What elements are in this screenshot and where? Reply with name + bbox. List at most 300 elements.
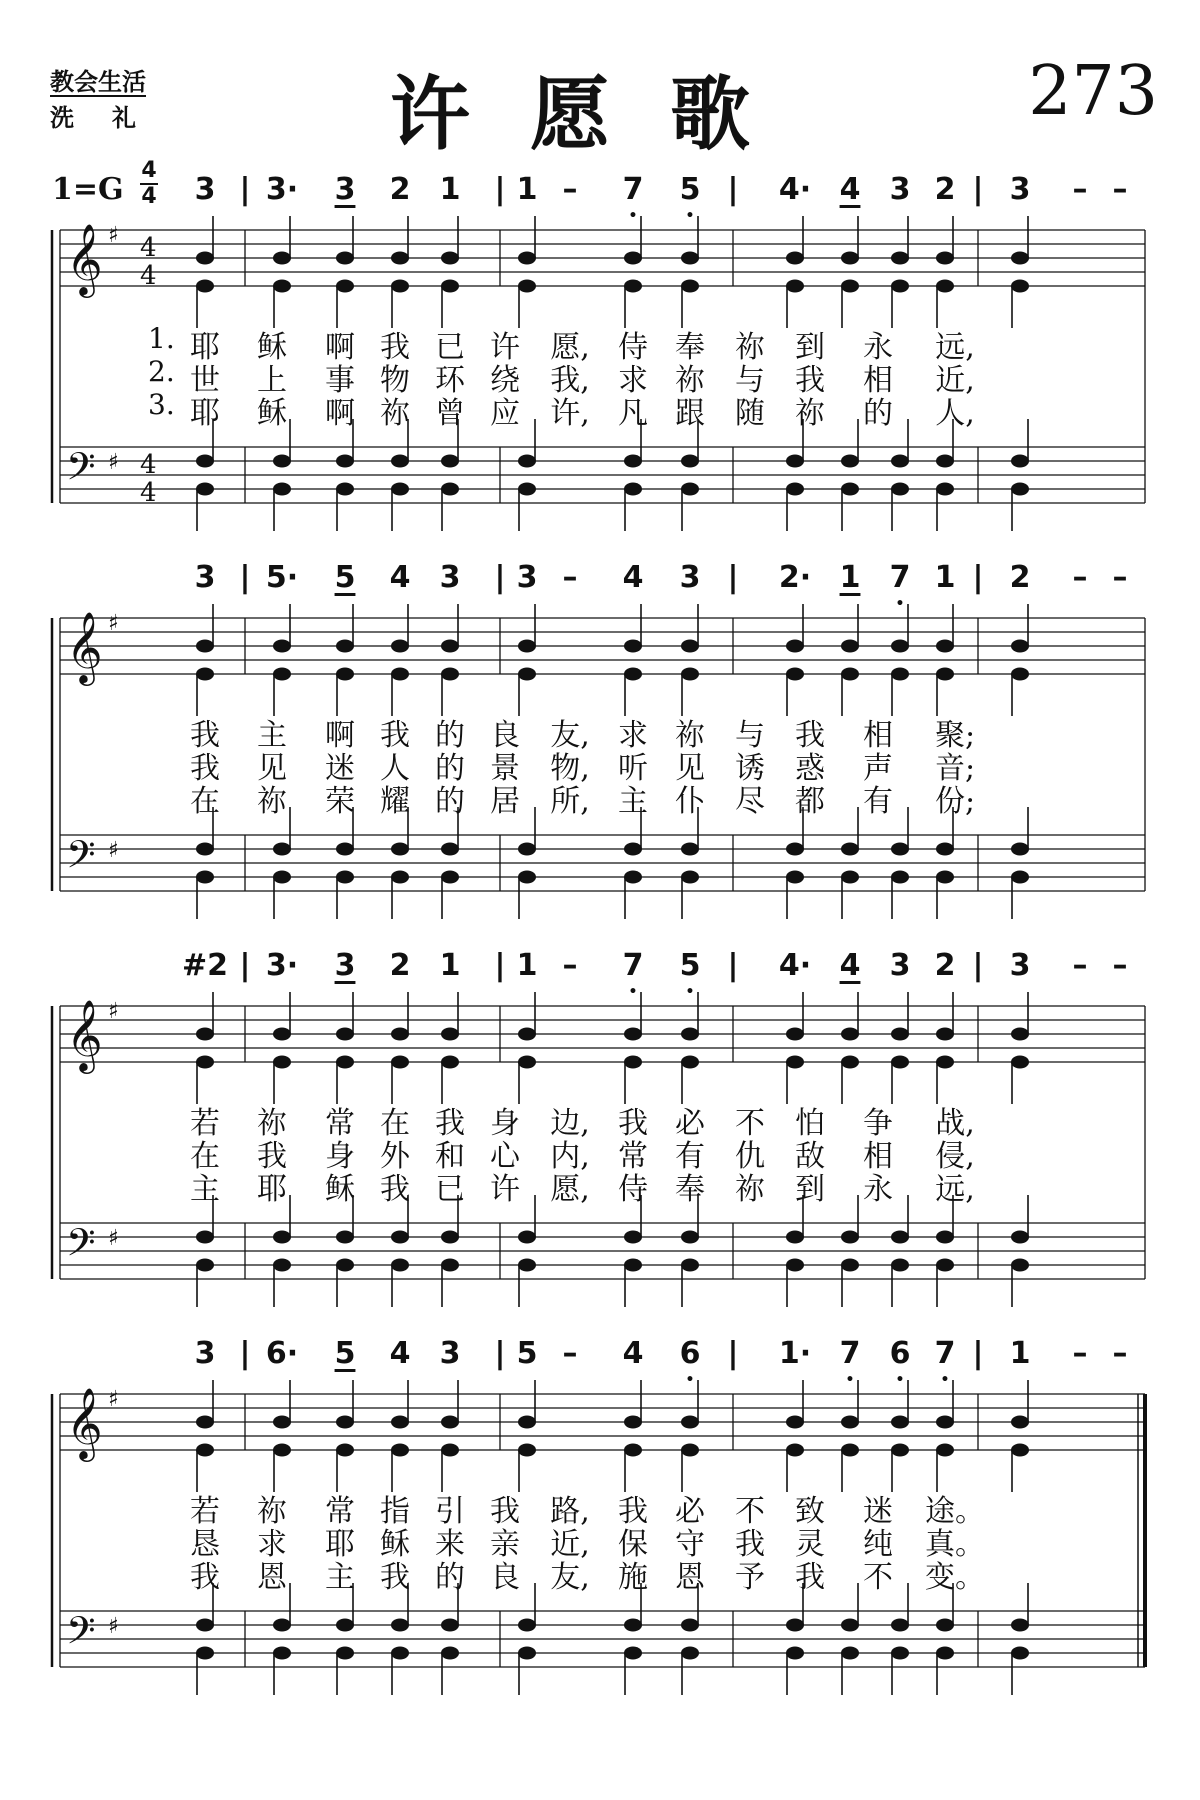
jianpu-note: 4 [839,172,861,207]
key-sharp-icon: ♯ [108,450,119,475]
notehead [624,1416,642,1429]
key-sharp-icon: ♯ [108,223,119,248]
notehead [391,871,409,884]
notehead [936,280,954,293]
lyric-syllable: 音; [934,751,976,786]
jianpu-note: 3 [516,560,538,595]
lyric-syllable: 到 [795,1172,825,1207]
notehead [391,1619,409,1632]
notehead [196,640,214,653]
notehead [336,252,354,265]
notehead [681,1056,699,1069]
treble-clef-icon: 𝄞 [66,998,103,1071]
notehead [936,455,954,468]
staff-time-top: 4 [140,233,157,263]
notehead [518,1647,536,1660]
lyric-syllable: 守 [675,1527,705,1562]
notehead [441,843,459,856]
notehead [936,843,954,856]
lyric-syllable: 我 [257,1139,287,1174]
lyric-syllable: 外 [380,1139,410,1174]
lower-octave-dot: • [685,984,695,1000]
notehead [518,668,536,681]
jianpu-note: 5 • [679,948,701,1000]
notehead [891,1647,909,1660]
notehead [273,280,291,293]
notehead [273,1259,291,1272]
notehead [391,483,409,496]
lyric-syllable: 恳 [190,1527,220,1562]
lyric-syllable: 稣 [380,1527,410,1562]
lower-octave-dot: • [685,208,695,224]
notehead [681,1231,699,1244]
notehead [891,871,909,884]
notehead [196,1056,214,1069]
lyric-syllable: 的 [435,1560,465,1595]
lyric-syllable: 必 [675,1494,705,1529]
verse-number: 2. [148,355,175,388]
key-sharp-icon: ♯ [108,838,119,863]
jianpu-barline: | [494,1336,506,1371]
lyric-syllable: 耶 [190,330,220,365]
notehead [786,1619,804,1632]
lyric-syllable: 的 [435,784,465,819]
notehead [196,1619,214,1632]
notehead [786,843,804,856]
notehead [441,1619,459,1632]
jianpu-barline: | [494,172,506,207]
notehead [786,1259,804,1272]
lyric-syllable: 相 [863,363,893,398]
notehead [624,483,642,496]
jianpu-dash: – [562,172,578,207]
jianpu-barline: | [972,948,984,983]
lyric-syllable: 我 [190,1560,220,1595]
lyric-syllable: 祢 [735,330,765,365]
notehead [841,1231,859,1244]
lyric-syllable: 恩 [257,1560,287,1595]
notehead [391,1444,409,1457]
notehead [441,1259,459,1272]
lyric-syllable: 敌 [795,1139,825,1174]
lyric-syllable: 若 [190,1494,220,1529]
bass-clef-icon: 𝄢 [66,832,96,886]
notehead [891,1056,909,1069]
lyric-syllable: 引 [435,1494,465,1529]
notehead [786,1416,804,1429]
notehead [891,1259,909,1272]
lyric-syllable: 聚; [934,718,976,753]
lower-octave-dot: • [628,984,638,1000]
lyric-syllable: 施 [618,1560,648,1595]
notehead [336,1028,354,1041]
notehead [441,483,459,496]
notehead [273,843,291,856]
lyric-syllable: 常 [325,1494,355,1529]
lower-octave-dot: • [845,1372,855,1388]
notehead [841,455,859,468]
treble-clef-icon: 𝄞 [66,1386,103,1459]
notehead [518,1416,536,1429]
hymn-title: 许愿歌 [390,67,810,161]
notehead [518,1028,536,1041]
lower-octave-dot: • [895,596,905,612]
lyric-syllable: 战, [935,1106,975,1141]
jianpu-note: 4 [622,560,644,595]
lyric-syllable: 远, [935,1172,975,1207]
notehead [841,1647,859,1660]
key-signature-jianpu: 1=G [52,172,124,207]
lyric-syllable: 绕 [490,363,520,398]
jianpu-barline: | [727,172,739,207]
lyric-syllable: 我, [550,363,590,398]
jianpu-note: 5 [516,1336,538,1371]
notehead [196,455,214,468]
notehead [786,1231,804,1244]
jianpu-barline: | [494,948,506,983]
notehead [336,1444,354,1457]
lyric-syllable: 祢 [380,396,410,431]
jianpu-note: 2 [1009,560,1031,595]
notehead [1011,1028,1029,1041]
notehead [1011,843,1029,856]
key-sharp-icon: ♯ [108,1226,119,1251]
lyric-syllable: 耶 [257,1172,287,1207]
notehead [786,871,804,884]
notehead [336,483,354,496]
jianpu-note: 4· [778,172,812,207]
lyric-syllable: 凡 [618,396,648,431]
notehead [196,483,214,496]
notehead [1011,1416,1029,1429]
jianpu-barline: | [972,1336,984,1371]
notehead [786,1444,804,1457]
notehead [518,1231,536,1244]
notehead [391,455,409,468]
notehead [891,668,909,681]
notehead [1011,640,1029,653]
lyric-syllable: 耀 [380,784,410,819]
lyric-syllable: 奉 [675,1172,705,1207]
lyric-syllable: 予 [735,1560,765,1595]
notehead [681,843,699,856]
lyric-syllable: 祢 [795,396,825,431]
notehead [841,1028,859,1041]
category-label: 教会生活 [50,67,146,96]
lyric-syllable: 应 [490,396,520,431]
notehead [196,1259,214,1272]
lyric-syllable: 求 [618,718,648,753]
notehead [441,871,459,884]
lyric-syllable: 近, [935,363,975,398]
staff-time-bottom: 4 [140,478,157,508]
jianpu-barline: | [727,560,739,595]
notehead [624,1231,642,1244]
lyric-syllable: 诱 [735,751,765,786]
lyric-syllable: 良 [490,718,520,753]
notehead [786,668,804,681]
lyric-syllable: 奉 [675,330,705,365]
notehead [441,1231,459,1244]
jianpu-note: 4 [389,560,411,595]
notehead [336,1647,354,1660]
notehead [1011,871,1029,884]
notehead [391,280,409,293]
notehead [936,871,954,884]
lyric-syllable: 到 [795,330,825,365]
lyric-syllable: 近, [550,1527,590,1562]
lyric-syllable: 边, [550,1106,590,1141]
lyric-syllable: 跟 [675,396,705,431]
lyric-syllable: 不 [735,1106,765,1141]
notehead [624,280,642,293]
jianpu-barline: | [239,1336,251,1371]
notehead [336,640,354,653]
notehead [936,1056,954,1069]
hymn-number: 273 [1028,52,1158,131]
lyric-syllable: 尽 [735,784,765,819]
notehead [936,1416,954,1429]
staff-time-bottom: 4 [140,261,157,291]
notehead [273,483,291,496]
lower-octave-dot: • [628,208,638,224]
jianpu-note: 2 [934,172,956,207]
notehead [273,640,291,653]
jianpu-barline: | [727,948,739,983]
lyric-syllable: 相 [863,718,893,753]
lyric-syllable: 不 [735,1494,765,1529]
lyric-syllable: 我 [190,751,220,786]
notehead [196,1647,214,1660]
notehead [624,871,642,884]
notehead [196,843,214,856]
lyric-syllable: 迷 [325,751,355,786]
notehead [1011,483,1029,496]
notehead [624,1647,642,1660]
lyric-syllable: 良 [490,1560,520,1595]
notehead [273,1647,291,1660]
jianpu-note: 1· [778,1336,812,1371]
notehead [786,1056,804,1069]
lyric-syllable: 人, [935,396,975,431]
notehead [441,252,459,265]
notehead [391,843,409,856]
jianpu-note: 4 [839,948,861,983]
lyric-syllable: 啊 [325,718,355,753]
notehead [1011,455,1029,468]
lyric-syllable: 相 [863,1139,893,1174]
bass-clef-icon: 𝄢 [66,1220,96,1274]
jianpu-dash: – [1112,948,1128,983]
jianpu-note: 7 • [839,1336,861,1388]
notehead [891,1444,909,1457]
bass-clef-icon: 𝄢 [66,444,96,498]
jianpu-barline: | [239,172,251,207]
lyric-syllable: 耶 [190,396,220,431]
notehead [336,871,354,884]
notehead [336,455,354,468]
lyric-syllable: 的 [435,718,465,753]
lyric-syllable: 我 [435,1106,465,1141]
lyric-syllable: 永 [863,1172,893,1207]
notehead [391,1056,409,1069]
jianpu-note: 3 [194,1336,216,1371]
notehead [681,280,699,293]
notehead [273,871,291,884]
jianpu-barline: | [239,560,251,595]
jianpu-note: 3 [334,948,356,983]
lyric-syllable: 与 [735,718,765,753]
lyric-syllable: 身 [325,1139,355,1174]
lyric-syllable: 稣 [325,1172,355,1207]
notehead [624,1444,642,1457]
notehead [1011,668,1029,681]
jianpu-note: 2 [389,172,411,207]
lyric-syllable: 永 [863,330,893,365]
lyric-syllable: 求 [618,363,648,398]
lyric-syllable: 见 [257,751,287,786]
notehead [681,483,699,496]
jianpu-dash: – [1072,172,1088,207]
lyric-syllable: 祢 [257,1494,287,1529]
time-bottom: 4 [141,184,157,209]
notehead [1011,280,1029,293]
notehead [624,843,642,856]
lyric-syllable: 所, [550,784,590,819]
lyric-syllable: 我 [380,330,410,365]
jianpu-note: 1 [1009,1336,1031,1371]
lyric-syllable: 已 [435,1172,465,1207]
notehead [518,252,536,265]
notehead [891,640,909,653]
lyric-syllable: 啊 [325,396,355,431]
lyric-syllable: 常 [618,1139,648,1174]
lyric-syllable: 亲 [490,1527,520,1562]
notehead [681,1619,699,1632]
notehead [841,1619,859,1632]
notehead [936,1647,954,1660]
lyric-syllable: 争 [863,1106,893,1141]
notehead [196,1416,214,1429]
notehead [786,1647,804,1660]
notehead [273,1619,291,1632]
notehead [936,1444,954,1457]
lyric-syllable: 环 [435,363,465,398]
lyric-syllable: 荣 [325,784,355,819]
jianpu-note: 4 [622,1336,644,1371]
jianpu-note: 3 [679,560,701,595]
notehead [391,1259,409,1272]
notehead [624,1619,642,1632]
notehead [441,455,459,468]
jianpu-dash: – [562,560,578,595]
lyric-syllable: 听 [618,751,648,786]
notehead [441,1028,459,1041]
notehead [336,1056,354,1069]
lyric-syllable: 路, [550,1494,590,1529]
lyric-syllable: 怕 [795,1106,825,1141]
notehead [841,843,859,856]
lyric-syllable: 远, [935,330,975,365]
lyric-syllable: 迷 [863,1494,893,1529]
lyric-syllable: 景 [490,751,520,786]
verse-number: 3. [148,388,175,421]
jianpu-note: 2· [778,560,812,595]
jianpu-note: 5· [265,560,299,595]
jianpu-dash: – [562,948,578,983]
notehead [391,252,409,265]
notehead [624,640,642,653]
notehead [391,640,409,653]
lyric-syllable: 上 [257,363,287,398]
notehead [196,1444,214,1457]
notehead [786,455,804,468]
jianpu-note: 3· [265,172,299,207]
jianpu-note: 1 [934,560,956,595]
lower-octave-dot: • [685,1372,695,1388]
lyric-syllable: 物 [380,363,410,398]
notehead [936,1231,954,1244]
notehead [273,1416,291,1429]
key-sharp-icon: ♯ [108,1387,119,1412]
notehead [841,483,859,496]
notehead [841,1444,859,1457]
notehead [681,871,699,884]
lyric-syllable: 声 [863,751,893,786]
notehead [1011,1619,1029,1632]
jianpu-dash: – [562,1336,578,1371]
lyric-syllable: 祢 [257,784,287,819]
notehead [841,252,859,265]
jianpu-note: 3· [265,948,299,983]
notehead [441,1444,459,1457]
notehead [624,252,642,265]
notehead [273,668,291,681]
notehead [681,668,699,681]
notehead [518,483,536,496]
notehead [936,252,954,265]
lyric-syllable: 侵, [935,1139,975,1174]
notehead [273,455,291,468]
jianpu-dash: – [1112,560,1128,595]
notehead [518,871,536,884]
lyric-syllable: 愿, [550,330,590,365]
notehead [336,1416,354,1429]
lyric-syllable: 心 [490,1139,520,1174]
lyric-syllable: 啊 [325,330,355,365]
lyric-syllable: 在 [190,784,220,819]
lyric-syllable: 居 [490,784,520,819]
notehead [891,280,909,293]
jianpu-dash: – [1072,948,1088,983]
jianpu-barline: | [494,560,506,595]
jianpu-note: 6 • [889,1336,911,1388]
notehead [891,483,909,496]
jianpu-note: 7 • [622,172,644,224]
notehead [273,1231,291,1244]
notehead [196,668,214,681]
lyric-syllable: 灵 [795,1527,825,1562]
jianpu-dash: – [1072,560,1088,595]
lyric-syllable: 主 [190,1172,220,1207]
jianpu-note: 3 [439,560,461,595]
lyric-syllable: 见 [675,751,705,786]
notehead [441,1416,459,1429]
jianpu-note: #2 [181,948,229,983]
notehead [391,1647,409,1660]
notehead [891,1231,909,1244]
lyric-syllable: 我 [618,1494,648,1529]
